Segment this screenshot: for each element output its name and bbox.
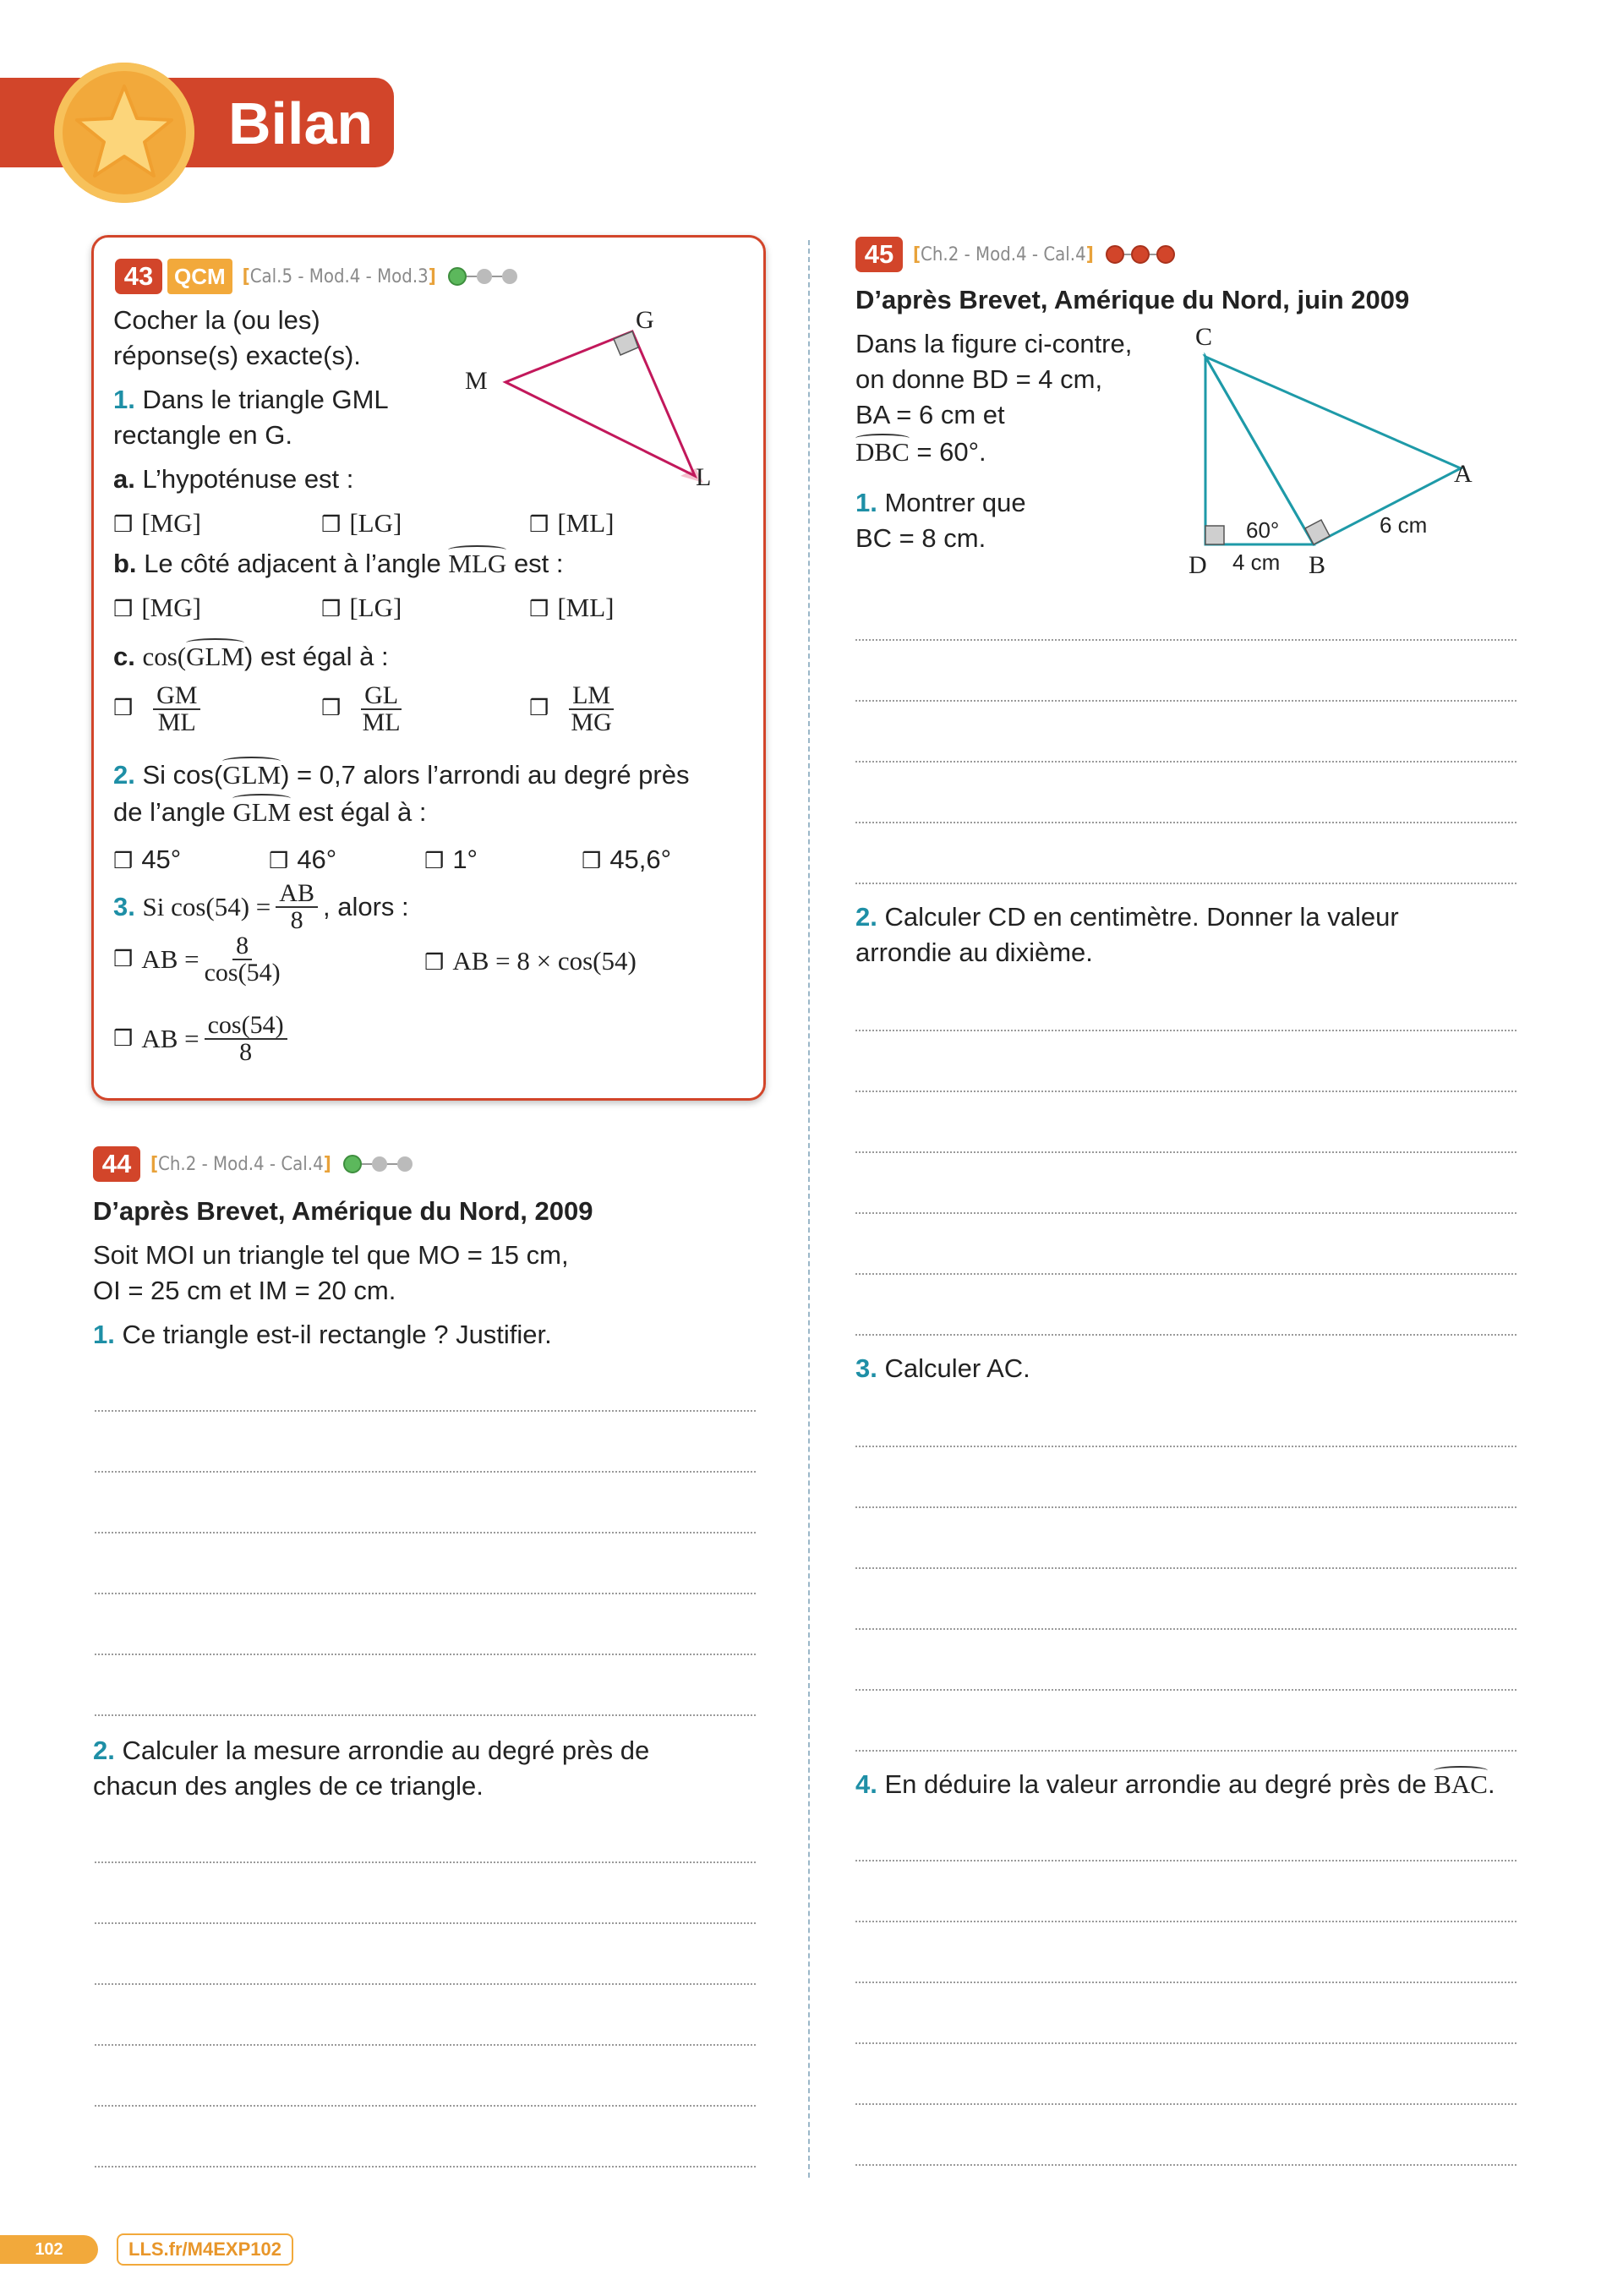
- triangle-abcd-figure: [1180, 323, 1501, 585]
- answer-line[interactable]: [855, 1446, 1516, 1447]
- ex43-a-label: a.: [113, 464, 135, 494]
- ex45-q3-text: Calculer AC.: [884, 1353, 1030, 1383]
- ex43-q2-line2-post: est égal à :: [298, 797, 427, 827]
- answer-line[interactable]: [855, 1030, 1516, 1031]
- ex45-q3: [855, 1351, 1030, 1386]
- ex44-q1-text: Ce triangle est-il rectangle ? Justifier.: [122, 1320, 552, 1349]
- ex45-line2: on donne BD = 4 cm,: [855, 364, 1103, 394]
- ex45-source: D’après Brevet, Amérique du Nord, juin 2009: [855, 285, 1410, 314]
- ex45-q1-num: 1.: [855, 488, 877, 517]
- checkbox-icon[interactable]: ❒: [269, 848, 289, 873]
- ex43-intro-1: Cocher la (ou les): [113, 305, 320, 335]
- ex43-q2-line2-pre: de l’angle: [113, 797, 226, 827]
- ex44-q2-line1: [93, 1733, 649, 1768]
- checkbox-icon[interactable]: ❒: [321, 512, 342, 537]
- checkbox-icon[interactable]: ❒: [321, 696, 342, 721]
- label-g: G: [636, 306, 654, 334]
- ex43-b-option-1[interactable]: ❒ [MG]: [113, 590, 201, 627]
- ex43-q2-option-2[interactable]: ❒ 46°: [269, 842, 336, 878]
- answer-line[interactable]: [855, 1567, 1516, 1569]
- ex45-q1-text: Montrer que: [884, 488, 1026, 517]
- ex44-q2-line2: chacun des angles de ce triangle.: [93, 1771, 484, 1801]
- ex45-q1-line2: BC = 8 cm.: [855, 523, 986, 553]
- label-b: B: [1309, 551, 1326, 579]
- footer-link[interactable]: LLS.fr/M4EXP102: [117, 2233, 293, 2266]
- answer-line[interactable]: [95, 1654, 756, 1655]
- label-l: L: [696, 463, 712, 491]
- ex43-c-prompt: [113, 639, 389, 675]
- triangle-gml-figure: [456, 304, 727, 499]
- answer-line[interactable]: [855, 1506, 1516, 1508]
- ex45-line4-post: = 60°.: [916, 437, 986, 467]
- answer-line[interactable]: [95, 2166, 756, 2168]
- checkbox-icon[interactable]: ❒: [424, 950, 445, 975]
- ex43-c-option-2[interactable]: ❒ $\frac{GL}{ML}$: [321, 681, 401, 736]
- ex43-q3-option-2[interactable]: ❒ AB = 8 × cos(54): [424, 943, 637, 981]
- ex43-b-option-2[interactable]: ❒ [LG]: [321, 590, 402, 627]
- ex45-q4-text: En déduire la valeur arrondie au degré près de: [884, 1769, 1427, 1799]
- ex44-refs-wrap: [Ch.2 - Mod.4 - Cal.4]: [150, 1153, 331, 1175]
- ex43-intro-2: réponse(s) exacte(s).: [113, 341, 361, 370]
- ex43-c-option-1[interactable]: ❒ $\frac{GM}{ML}$: [113, 683, 205, 735]
- ex44-source: D’après Brevet, Amérique du Nord, 2009: [93, 1196, 593, 1226]
- answer-line[interactable]: [855, 1860, 1516, 1861]
- ex45-q3-num: 3.: [855, 1353, 877, 1383]
- label-c: C: [1195, 323, 1213, 351]
- answer-line[interactable]: [855, 2042, 1516, 2044]
- page-number: 102: [0, 2235, 98, 2264]
- ex45-q2-text: Calculer CD en centimètre. Donner la valeur: [884, 902, 1399, 932]
- ex43-b-label: b.: [113, 549, 137, 578]
- answer-line[interactable]: [855, 1334, 1516, 1336]
- checkbox-icon[interactable]: ❒: [113, 597, 134, 621]
- star-icon: [54, 63, 194, 203]
- answer-line[interactable]: [95, 2105, 756, 2107]
- answer-line[interactable]: [855, 1921, 1516, 1922]
- ex43-q2-post: ) = 0,7 alors l’arrondi au degré près: [281, 760, 690, 790]
- length-db: 4 cm: [1232, 549, 1281, 575]
- answer-line[interactable]: [95, 1714, 756, 1716]
- checkbox-icon[interactable]: ❒: [113, 1026, 134, 1051]
- ex43-q3-option-1[interactable]: ❒ AB = $\frac{8}{\cos(54)}$: [113, 932, 281, 987]
- checkbox-icon[interactable]: ❒: [113, 512, 134, 537]
- ex44-q2-text: Calculer la mesure arrondie au degré près de: [122, 1736, 650, 1765]
- ex43-q3-post: , alors :: [322, 892, 409, 921]
- ex43-b-text-post: est :: [513, 549, 564, 578]
- ex43-c-label: c.: [113, 642, 135, 671]
- answer-line[interactable]: [95, 1471, 756, 1473]
- ex43-q1-line1: [113, 382, 389, 418]
- ex45-q4-num: 4.: [855, 1769, 877, 1799]
- ex45-line4: [855, 435, 986, 470]
- checkbox-icon[interactable]: ❒: [424, 848, 445, 873]
- ex43-a-option-1[interactable]: ❒ [MG]: [113, 506, 201, 543]
- ex43-b-prompt: [113, 546, 564, 582]
- ex45-q2-line1: [855, 899, 1399, 935]
- ex44-line1: Soit MOI un triangle tel que MO = 15 cm,: [93, 1240, 569, 1270]
- exercise-number-45: [855, 237, 1175, 272]
- answer-line[interactable]: [855, 1091, 1516, 1092]
- label-m: M: [465, 367, 488, 395]
- ex43-q1-text: Dans le triangle GML: [142, 385, 389, 414]
- ex43-q2-num: 2.: [113, 760, 135, 790]
- answer-line[interactable]: [855, 1689, 1516, 1691]
- angle-dbc: DBC: [855, 435, 910, 470]
- ex43-refs-wrap: [Cal.5 - Mod.4 - Mod.3]: [242, 265, 436, 287]
- answer-line[interactable]: [855, 822, 1516, 823]
- answer-line[interactable]: [95, 1410, 756, 1412]
- column-divider: [808, 240, 810, 2178]
- label-a: A: [1454, 460, 1473, 488]
- ex43-b-text: Le côté adjacent à l’angle: [144, 549, 441, 578]
- answer-line[interactable]: [855, 2164, 1516, 2166]
- answer-line[interactable]: [95, 1861, 756, 1863]
- ex45-refs: Ch.2 - Mod.4 - Cal.4: [921, 243, 1086, 265]
- ex45-line3: BA = 6 cm et: [855, 400, 1005, 429]
- answer-line[interactable]: [95, 1983, 756, 1985]
- answer-line[interactable]: [855, 1151, 1516, 1153]
- ex43-a-prompt: [113, 462, 353, 497]
- ex43-q3-option-3[interactable]: ❒ AB = $\frac{\cos(54)}{8}$: [113, 1013, 292, 1065]
- ex43-b-option-3[interactable]: ❒ [ML]: [529, 590, 614, 627]
- ex43-a-option-2[interactable]: ❒ [LG]: [321, 506, 402, 543]
- ex45-q2-line2: arrondie au dixième.: [855, 938, 1093, 967]
- angle-glm: GLM: [186, 639, 244, 675]
- ex43-a-option-3[interactable]: ❒ [ML]: [529, 506, 614, 543]
- answer-line[interactable]: [855, 1212, 1516, 1214]
- ex45-number: 45: [855, 237, 903, 272]
- checkbox-icon[interactable]: ❒: [113, 947, 134, 971]
- answer-line[interactable]: [855, 1628, 1516, 1630]
- answer-line[interactable]: [855, 700, 1516, 702]
- angle-glm-q2b: GLM: [232, 795, 291, 830]
- ex43-q2-option-1[interactable]: ❒ 45°: [113, 842, 181, 878]
- length-ba: 6 cm: [1380, 512, 1428, 538]
- ex43-q2-pre: Si cos(: [142, 760, 223, 790]
- ex43-q3-frac-num: AB: [276, 881, 318, 908]
- answer-line[interactable]: [855, 1982, 1516, 1983]
- ex45-q4: [855, 1767, 1495, 1802]
- ex43-q3-num: 3.: [113, 892, 135, 921]
- checkbox-icon[interactable]: ❒: [113, 848, 134, 873]
- difficulty-indicator: [1106, 245, 1175, 264]
- answer-line[interactable]: [95, 2044, 756, 2046]
- ex43-q2-option-3[interactable]: ❒ 1°: [424, 842, 478, 878]
- answer-line[interactable]: [855, 2103, 1516, 2105]
- ex43-q2-option-4[interactable]: ❒ 45,6°: [582, 842, 671, 878]
- checkbox-icon[interactable]: ❒: [582, 848, 602, 873]
- ex44-q1: [93, 1317, 552, 1353]
- ex43-number: 43: [115, 259, 162, 294]
- ex45-refs-wrap: [Ch.2 - Mod.4 - Cal.4]: [913, 243, 1094, 265]
- answer-line[interactable]: [855, 1750, 1516, 1752]
- checkbox-icon[interactable]: ❒: [529, 597, 549, 621]
- ex44-q2-num: 2.: [93, 1736, 115, 1765]
- angle-glm-q2: GLM: [222, 757, 281, 793]
- ex45-q2-num: 2.: [855, 902, 877, 932]
- ex43-q1-line2: rectangle en G.: [113, 420, 292, 450]
- ex43-c-pre: cos(: [142, 642, 187, 671]
- ex45-line1: Dans la figure ci-contre,: [855, 329, 1133, 358]
- ex45-q4-post: .: [1487, 1769, 1495, 1799]
- answer-line[interactable]: [855, 883, 1516, 884]
- page-title: Bilan: [228, 90, 374, 156]
- angle-bac: BAC: [1434, 1767, 1488, 1802]
- answer-line[interactable]: [95, 1593, 756, 1594]
- ex43-q1-num: 1.: [113, 385, 135, 414]
- angle-mlg: MLG: [448, 546, 506, 582]
- ex43-c-option-3[interactable]: ❒ $\frac{LM}{MG}$: [529, 683, 619, 735]
- difficulty-indicator: [448, 267, 517, 286]
- checkbox-icon[interactable]: ❒: [113, 696, 134, 721]
- ex43-q3-pre: Si cos(54) =: [142, 892, 271, 921]
- checkbox-icon[interactable]: ❒: [529, 512, 549, 537]
- ex45-q1-line1: [855, 485, 1026, 521]
- ex43-q2-line1: [113, 757, 689, 793]
- answer-line[interactable]: [855, 761, 1516, 763]
- checkbox-icon[interactable]: ❒: [321, 597, 342, 621]
- exercise-number-44: [93, 1146, 413, 1182]
- ex43-a-text: L’hypoténuse est :: [142, 464, 354, 494]
- difficulty-indicator: [343, 1155, 413, 1173]
- qcm-badge: QCM: [167, 259, 232, 294]
- ex43-q2-line2: [113, 795, 427, 830]
- ex43-q3-frac-den: 8: [290, 906, 303, 934]
- angle-label-60: 60°: [1246, 517, 1280, 543]
- ex43-c-post: ) est égal à :: [244, 642, 389, 671]
- answer-line[interactable]: [855, 639, 1516, 641]
- answer-line[interactable]: [95, 1532, 756, 1533]
- ex43-q3-prompt: [113, 881, 409, 933]
- ex44-line2: OI = 25 cm et IM = 20 cm.: [93, 1276, 396, 1305]
- checkbox-icon[interactable]: ❒: [529, 696, 549, 721]
- ex44-q1-num: 1.: [93, 1320, 115, 1349]
- answer-line[interactable]: [95, 1922, 756, 1924]
- label-d: D: [1189, 551, 1207, 579]
- ex44-refs: Ch.2 - Mod.4 - Cal.4: [158, 1153, 324, 1175]
- exercise-number-43: [115, 259, 517, 294]
- ex43-refs: Cal.5 - Mod.4 - Mod.3: [249, 265, 429, 287]
- ex44-number: 44: [93, 1146, 140, 1182]
- star-badge: [54, 63, 194, 203]
- answer-line[interactable]: [855, 1273, 1516, 1275]
